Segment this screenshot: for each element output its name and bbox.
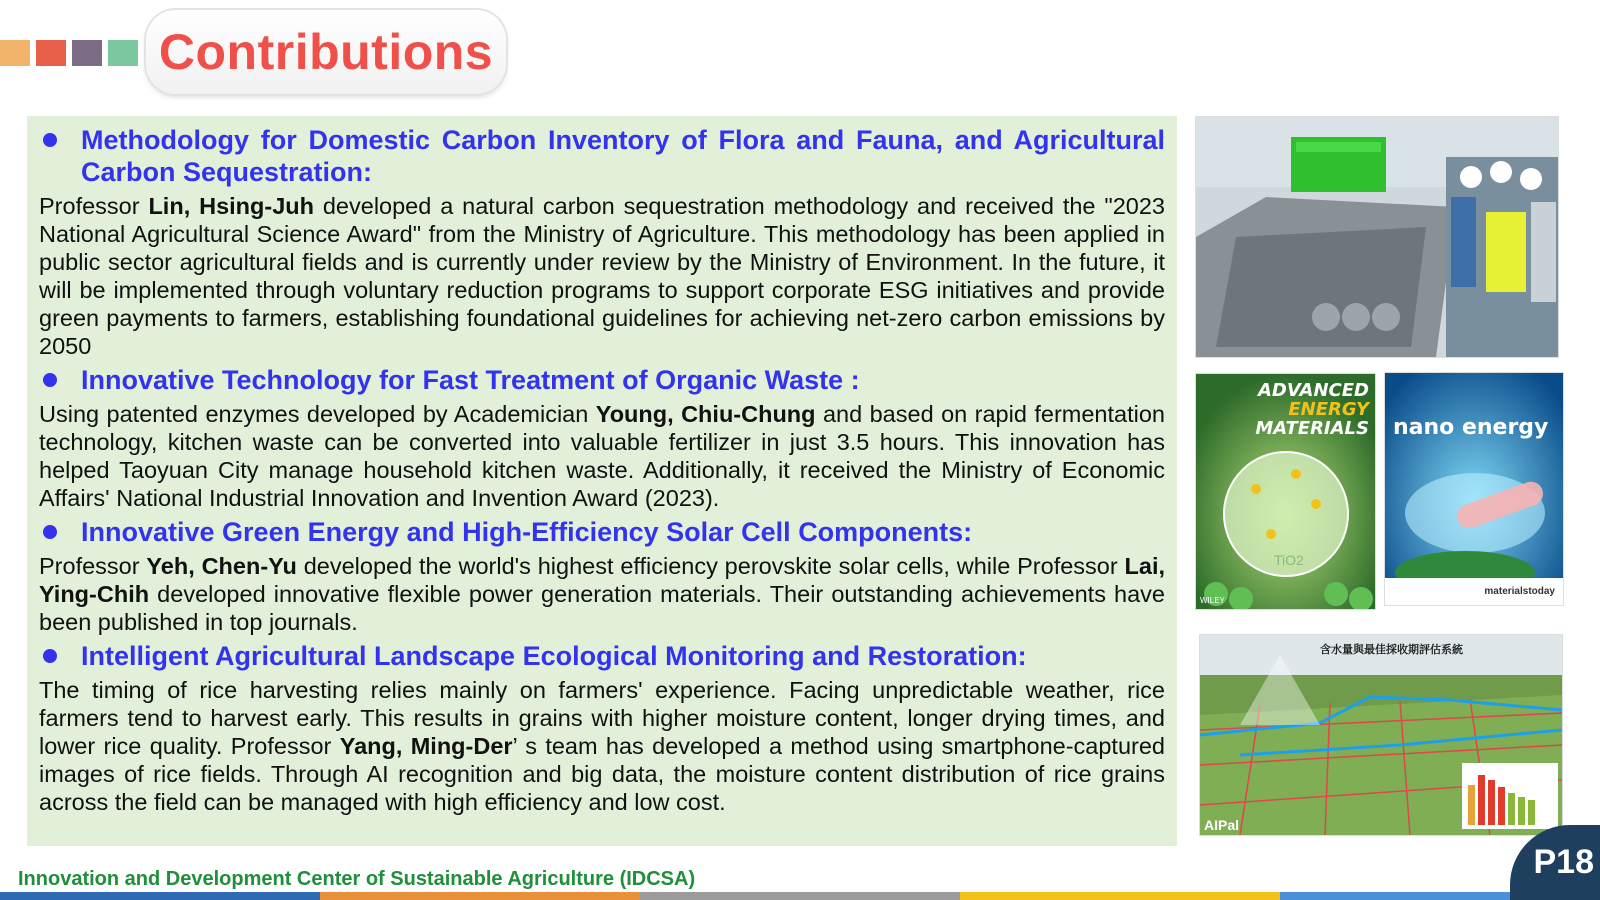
section-heading: Innovative Technology for Fast Treatment of Organic Waste : xyxy=(81,365,860,395)
bullet-dot xyxy=(43,525,57,539)
person-name: Yeh, Chen-Yu xyxy=(146,553,297,579)
publisher-label: materialstoday xyxy=(1484,586,1555,597)
page-number: P18 xyxy=(1533,843,1594,881)
person-name: Young, Chiu-Chung xyxy=(595,401,816,427)
person-name: Lin, Hsing-Juh xyxy=(148,193,314,219)
decor-square-4 xyxy=(108,40,138,66)
nano-energy-cover xyxy=(1384,372,1564,606)
bullet-dot xyxy=(43,373,57,387)
section-4-paragraph: The timing of rice harvesting relies mainly on farmers' experience. Facing unpredictable weather, rice farmers tend to harvest early. This results in grains with higher moisture content, longer drying times, and lower rice quality. Professor Yang, Ming-Der’ s team has developed a method using smartphone-captured images of rice fields. Through AI recognition and big data, the moisture content distribution of rice grains across the field can be managed with high efficiency and low cost. xyxy=(39,677,1165,815)
person-name: Yang, Ming-Der xyxy=(339,733,513,759)
section-heading: Methodology for Domestic Carbon Inventory of Flora and Fauna, and Agricultural Carbon Sequestration: xyxy=(81,125,1165,187)
content-panel xyxy=(27,116,1177,846)
journal-title: nano energy xyxy=(1393,415,1549,440)
section-heading: Intelligent Agricultural Landscape Ecological Monitoring and Restoration: xyxy=(81,641,1027,671)
person-name: Lai, Ying-Chih xyxy=(39,553,1165,607)
bullet-dot xyxy=(43,133,57,147)
footer-bar-segment xyxy=(960,892,1280,900)
page-number-badge xyxy=(1510,825,1600,900)
section-2-paragraph: Using patented enzymes developed by Academician Young, Chiu-Chung and based on rapid fermentation technology, kitchen waste can be converted into valuable fertilizer in just 3.5 hours. This innovation has helped Taoyuan City manage household kitchen waste. Additionally, it received the Ministry of Economic Affairs' National Industrial Innovation and Invention Award (2023). xyxy=(39,401,1165,511)
journal-title-line-2: ENERGY xyxy=(1288,399,1369,420)
section-heading: Innovative Green Energy and High-Efficiency Solar Cell Components: xyxy=(81,517,973,547)
footer-organization: Innovation and Development Center of Sustainable Agriculture (IDCSA) xyxy=(18,868,696,890)
section-1-heading-row xyxy=(39,124,1165,188)
footer-bar-segment xyxy=(320,892,640,900)
rice-field-map xyxy=(1199,634,1563,836)
title-pill xyxy=(146,10,506,94)
machinery-photo xyxy=(1195,116,1559,358)
bullet-dot xyxy=(43,649,57,663)
section-2-heading-row xyxy=(39,364,1165,396)
section-4-heading-row xyxy=(39,640,1165,672)
page-title: Contributions xyxy=(158,24,494,80)
advanced-energy-materials-cover xyxy=(1195,373,1376,610)
map-logo: AIPal xyxy=(1204,817,1240,833)
section-1-paragraph: Professor Lin, Hsing-Juh developed a natural carbon sequestration methodology and received the "2023 National Agricultural Science Award" from the Ministry of Agriculture. This methodology has been applied in public sector agricultural fields and is currently under review by the Ministry of Environment. In the future, it will be implemented through voluntary reduction programs to support corporate ESG initiatives and provide green payments to farmers, establishing foundational guidelines for achieving net-zero carbon emissions by 2050 xyxy=(39,193,1165,359)
publisher-label: WILEY xyxy=(1200,596,1225,605)
footer-bar-segment xyxy=(0,892,320,900)
decor-square-3 xyxy=(72,40,102,66)
molecule-label: TiO2 xyxy=(1274,552,1304,568)
journal-title-line-3: MATERIALS xyxy=(1255,418,1369,439)
journal-title-line-1: ADVANCED xyxy=(1257,380,1369,401)
footer-bar-segment xyxy=(640,892,960,900)
map-title: 含水量與最佳採收期評估系統 xyxy=(1320,643,1463,656)
header-decoration xyxy=(0,40,138,66)
decor-square-2 xyxy=(36,40,66,66)
section-3-paragraph: Professor Yeh, Chen-Yu developed the world's highest efficiency perovskite solar cells, while Professor Lai, Ying-Chih developed innovative flexible power generation materials. Their outstanding achievements have been published in top journals. xyxy=(39,553,1165,635)
section-3-heading-row xyxy=(39,516,1165,548)
decor-square-1 xyxy=(0,40,30,66)
